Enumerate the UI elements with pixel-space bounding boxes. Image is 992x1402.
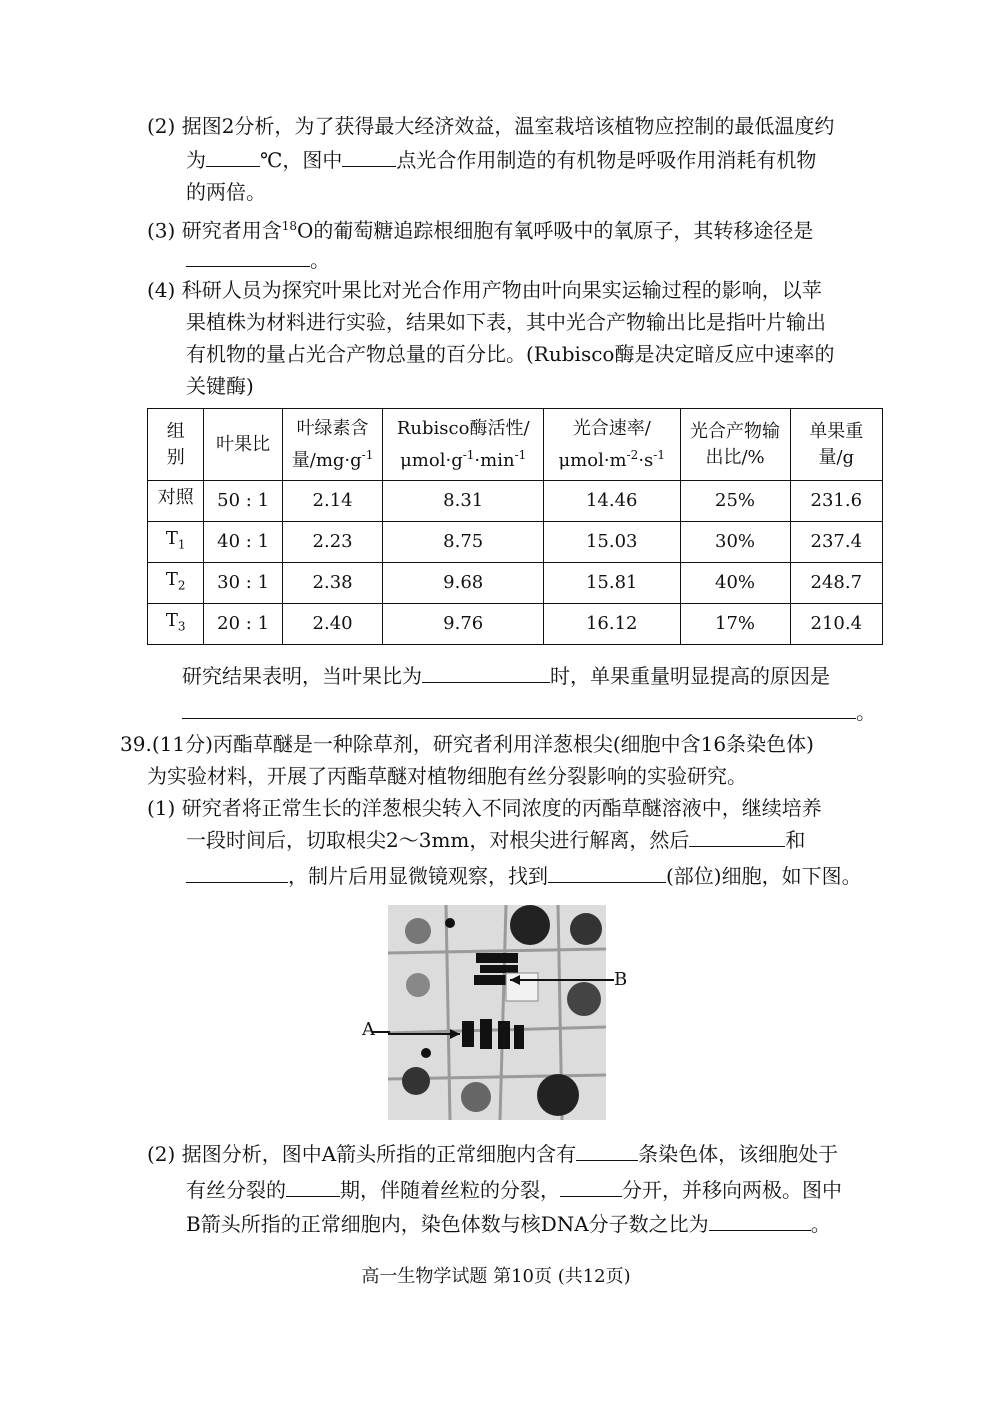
answer-blank-oxygen-path[interactable] — [186, 246, 310, 267]
answer-blank-step2[interactable] — [186, 862, 288, 883]
header-chlorophyll: 叶绿素含 量$/mg\cdot g^{-1}$ — [282, 409, 383, 481]
q2-line2: 为 ℃，图中 点光合作用制造的有机物是呼吸作用消耗有机物 — [186, 148, 817, 172]
header-ratio: 叶果比 — [204, 409, 282, 481]
cell-fruit-weight: 210.4 — [790, 604, 882, 645]
q4-line2: 果植株为材料进行实验，结果如下表，其中光合产物输出比是指叶片输出 — [186, 310, 826, 334]
answer-blank-point[interactable] — [342, 146, 396, 167]
cell-output-ratio: 30% — [680, 522, 790, 563]
cell-chlorophyll: 2.38 — [282, 563, 383, 604]
q2-line1: (2) 据图2分析，为了获得最大经济效益，温室栽培该植物应控制的最低温度约 — [147, 114, 835, 138]
q4-line3: 有机物的量占光合产物总量的百分比。(Rubisco酶是决定暗反应中速率的 — [186, 342, 835, 366]
cell-fruit-weight: 231.6 — [790, 481, 882, 522]
answer-blank-reason[interactable] — [182, 698, 856, 719]
cell-ratio: 20 : 1 — [204, 604, 282, 645]
q39-p1-line1: (1) 研究者将正常生长的洋葱根尖转入不同浓度的丙酯草醚溶液中，继续培养 — [147, 796, 822, 820]
cell-photosynthesis-rate: 14.46 — [543, 481, 680, 522]
arrow-b-tail — [604, 978, 614, 982]
header-group: 组 别 — [148, 409, 204, 481]
cell-output-ratio: 40% — [680, 563, 790, 604]
q4-result-line2: 。 — [182, 698, 876, 726]
q39-p1-line2: 一段时间后，切取根尖2～3mm，对根尖进行解离，然后 和 — [186, 828, 806, 852]
leaf-fruit-ratio-table — [147, 408, 883, 645]
table-row — [148, 563, 883, 604]
q39-p1-line3: ，制片后用显微镜观察，找到 (部位)细胞，如下图。 — [186, 862, 862, 890]
cell-group: $T_3$ — [148, 604, 204, 645]
answer-blank-step1[interactable] — [689, 826, 785, 847]
cell-group: $T_1$ — [148, 522, 204, 563]
header-photosynthesis-rate: 光合速率/ $\mu mol\cdot m^{-2}\cdot s^{-1}$ — [543, 409, 680, 481]
q4-result-line1: 研究结果表明，当叶果比为 时，单果重量明显提高的原因是 — [182, 664, 830, 688]
table-row — [148, 481, 883, 522]
cell-chlorophyll: 2.14 — [282, 481, 383, 522]
q39-p2-line3: B箭头所指的正常细胞内，染色体数与核DNA分子数之比为 。 — [186, 1212, 831, 1236]
header-output-ratio: 光合产物输 出比/% — [680, 409, 790, 481]
cell-rubisco: 8.75 — [383, 522, 544, 563]
q39-p2-line2: 有丝分裂的 期，伴随着丝粒的分裂， 分开，并移向两极。图中 — [186, 1178, 842, 1202]
cell-output-ratio: 25% — [680, 481, 790, 522]
answer-blank-region[interactable] — [548, 862, 666, 883]
cell-rubisco: 8.31 — [383, 481, 544, 522]
q2-line3: 的两倍。 — [186, 180, 266, 204]
arrow-a-tail — [372, 1030, 390, 1034]
q39-p2-line1: (2) 据图分析，图中A箭头所指的正常细胞内含有 条染色体，该细胞处于 — [147, 1142, 839, 1166]
answer-blank-chromosome-count[interactable] — [576, 1140, 638, 1161]
header-fruit-weight: 单果重 量/g — [790, 409, 882, 481]
q3-line2: 。 — [186, 246, 330, 274]
cell-photosynthesis-rate: 15.81 — [543, 563, 680, 604]
page-footer: 高一生物学试题 第10页 (共12页) — [361, 1266, 631, 1287]
answer-blank-temperature[interactable] — [206, 146, 260, 167]
q4-line4: 关键酶) — [186, 374, 254, 398]
cell-photosynthesis-rate: 15.03 — [543, 522, 680, 563]
answer-blank-ratio[interactable] — [422, 662, 550, 683]
answer-blank-dna-ratio[interactable] — [709, 1210, 811, 1231]
q39-line2: 为实验材料，开展了丙酯草醚对植物细胞有丝分裂影响的实验研究。 — [147, 764, 747, 788]
cell-ratio: 50 : 1 — [204, 481, 282, 522]
answer-blank-separation[interactable] — [560, 1176, 622, 1197]
cell-group: $T_2$ — [148, 563, 204, 604]
table-row — [148, 604, 883, 645]
cell-chlorophyll: 2.23 — [282, 522, 383, 563]
micrograph-label-b: B — [614, 969, 628, 990]
micrograph-label-a: A — [362, 1019, 375, 1040]
cell-fruit-weight: 237.4 — [790, 522, 882, 563]
cell-fruit-weight: 248.7 — [790, 563, 882, 604]
cell-group: 对照 — [148, 481, 204, 522]
cell-photosynthesis-rate: 16.12 — [543, 604, 680, 645]
table-header-row — [148, 409, 883, 481]
q4-line1: (4) 科研人员为探究叶果比对光合作用产物由叶向果实运输过程的影响，以苹 — [147, 278, 822, 302]
cell-rubisco: 9.68 — [383, 563, 544, 604]
cell-rubisco: 9.76 — [383, 604, 544, 645]
q3-line1: (3) 研究者用含$^{18}$O的葡萄糖追踪根细胞有氧呼吸中的氧原子，其转移途径是 — [147, 218, 814, 243]
answer-blank-phase[interactable] — [286, 1176, 340, 1197]
header-rubisco: Rubisco酶活性/ $\mu mol\cdot g^{-1}\cdot\min^{-1}$ — [383, 409, 544, 481]
cell-chlorophyll: 2.40 — [282, 604, 383, 645]
micrograph-drawing — [388, 905, 606, 1120]
cell-ratio: 30 : 1 — [204, 563, 282, 604]
q39-line1: 39.(11分)丙酯草醚是一种除草剂，研究者利用洋葱根尖(细胞中含16条染色体) — [120, 732, 814, 756]
table-row — [148, 522, 883, 563]
onion-root-tip-micrograph — [388, 905, 606, 1120]
cell-ratio: 40 : 1 — [204, 522, 282, 563]
cell-output-ratio: 17% — [680, 604, 790, 645]
